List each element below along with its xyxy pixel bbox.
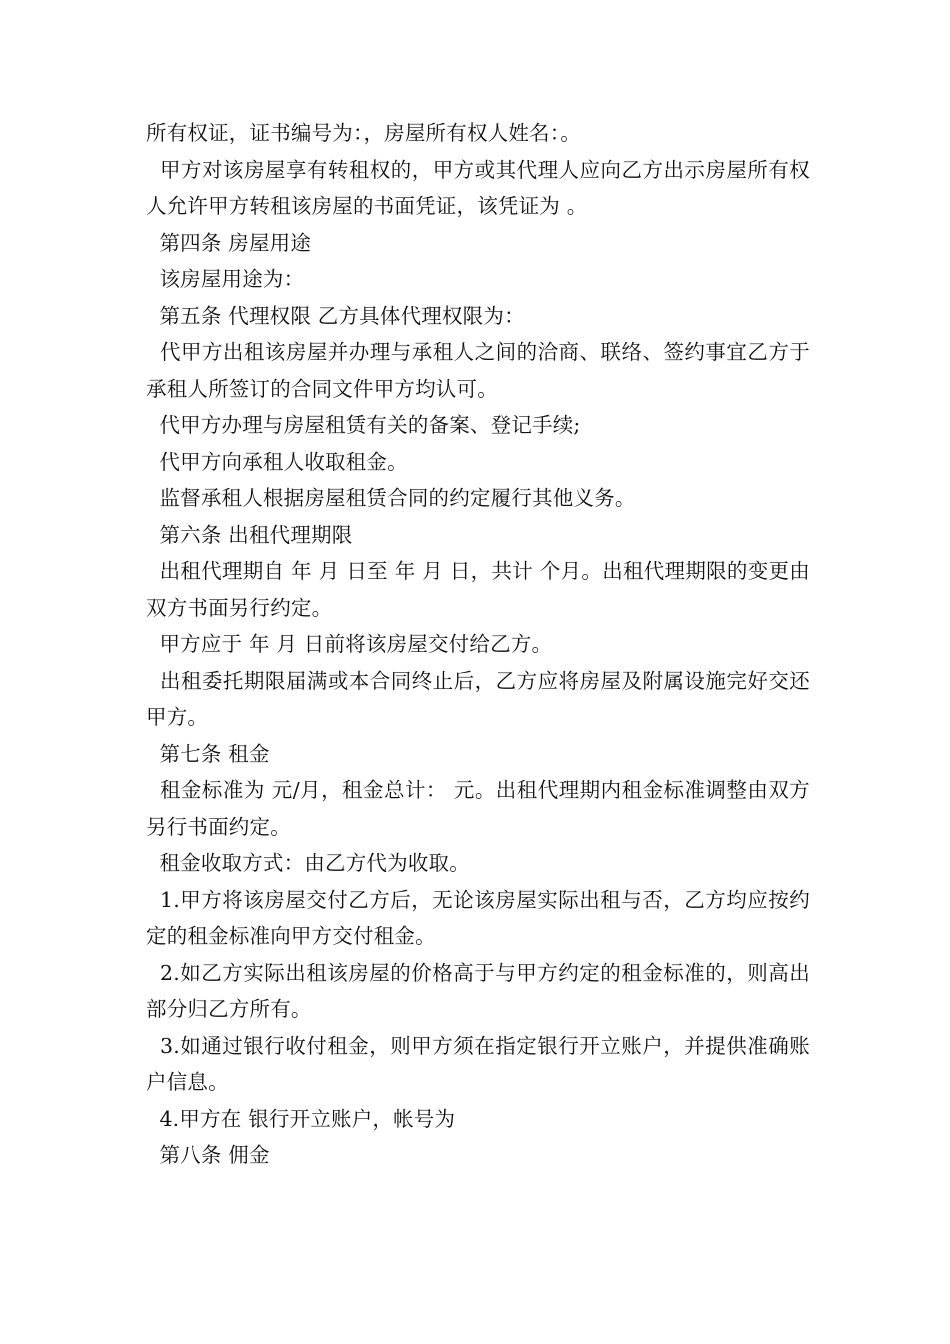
list-item-2: 2.如乙方实际出租该房屋的价格高于与甲方约定的租金标准的，则高出部分归乙方所有。 [146,960,810,1021]
list-item-4: 4.甲方在 银行开立账户，帐号为 [146,1106,456,1131]
heading-article-8: 第八条 佣金 [146,1143,270,1167]
document-body [146,115,810,1174]
paragraph-house-usage: 该房屋用途为： [146,267,305,291]
paragraph-ownership-certificate: 所有权证，证书编号为：，房屋所有权人姓名：。 [146,121,581,145]
paragraph-rent-collection: 租金收取方式：由乙方代为收取。 [146,851,470,875]
heading-article-6: 第六条 出租代理期限 [146,522,353,547]
heading-article-4: 第四条 房屋用途 [146,230,312,255]
paragraph-agency-supervise: 监督承租人根据房屋租赁合同的约定履行其他义务。 [146,486,636,510]
paragraph-delivery-date: 甲方应于 年 月 日前将该房屋交付给乙方。 [146,632,553,656]
heading-article-7: 第七条 租金 [146,741,270,766]
paragraph-sublease-right: 甲方对该房屋享有转租权的，甲方或其代理人应向乙方出示房屋所有权人允许甲方转租该房屋的书面凭证，该凭证为 。 [146,157,811,218]
paragraph-rent-standard: 租金标准为 元/月，租金总计： 元。出租代理期内租金标准调整由双方另行书面约定。 [146,778,810,839]
paragraph-agency-negotiation: 代甲方出租该房屋并办理与承租人之间的洽商、联络、签约事宜乙方于承租人所签订的合同文件甲方均认可。 [146,340,811,401]
list-item-3: 3.如通过银行收付租金，则甲方须在指定银行开立账户，并提供准确账户信息。 [146,1033,810,1094]
paragraph-return-house: 出租委托期限届满或本合同终止后，乙方应将房屋及附属设施完好交还甲方。 [146,668,811,729]
paragraph-agency-period: 出租代理期自 年 月 日至 年 月 日，共计 个月。出租代理期限的变更由双方书面另行约定。 [146,559,810,620]
heading-article-5: 第五条 代理权限 乙方具体代理权限为： [146,303,525,328]
paragraph-agency-registration: 代甲方办理与房屋租赁有关的备案、登记手续; [146,413,581,437]
paragraph-agency-collect-rent: 代甲方向承租人收取租金。 [146,449,408,474]
list-item-1: 1.甲方将该房屋交付乙方后，无论该房屋实际出租与否，乙方均应按约定的租金标准向甲方交付租金。 [146,887,810,948]
